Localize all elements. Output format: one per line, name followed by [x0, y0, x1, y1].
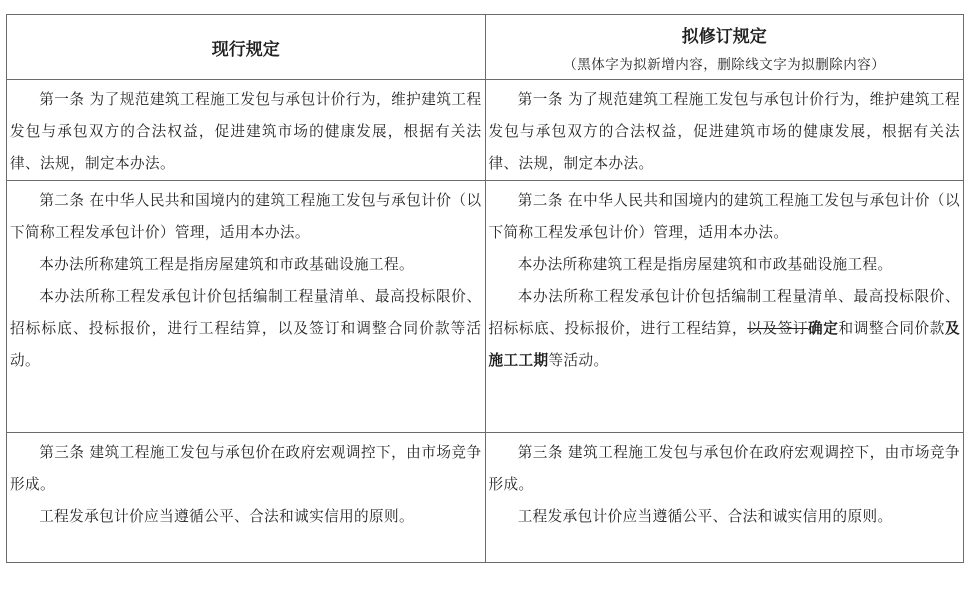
proposed-article-2 — [485, 181, 964, 433]
paragraph: 工程发承包计价应当遵循公平、合法和诚实信用的原则。 — [517, 508, 893, 525]
header-proposed-note: （黑体字为拟新增内容，删除线文字为拟删除内容） — [563, 56, 886, 73]
paragraph: 本办法所称建筑工程是指房屋建筑和市政基础设施工程。 — [39, 256, 415, 273]
header-proposed-title: 拟修订规定 — [681, 26, 767, 47]
paragraph: 本办法所称建筑工程是指房屋建筑和市政基础设施工程。 — [517, 256, 893, 273]
paragraph: 第一条 为了规范建筑工程施工发包与承包计价行为，维护建筑工程发包与承包双方的合法权益，促进建筑市场的健康发展，根据有关法律、法规，制定本办法。 — [10, 91, 482, 172]
paragraph: 第二条 在中华人民共和国境内的建筑工程施工发包与承包计价（以下简称工程发承包计价）管理，适用本办法。 — [488, 192, 960, 241]
paragraph: 第三条 建筑工程施工发包与承包价在政府宏观调控下，由市场竞争形成。 — [10, 444, 482, 493]
current-article-3 — [7, 433, 486, 563]
deleted-text: 以及签订 — [747, 320, 809, 337]
table-row — [7, 433, 964, 563]
paragraph: 第三条 建筑工程施工发包与承包价在政府宏观调控下，由市场竞争形成。 — [488, 444, 960, 493]
header-proposed — [485, 15, 964, 80]
paragraph: 第二条 在中华人民共和国境内的建筑工程施工发包与承包计价（以下简称工程发承包计价）管理，适用本办法。 — [10, 192, 482, 241]
text-segment: 等活动。 — [548, 352, 609, 369]
added-text: 及施工工期 — [488, 320, 960, 369]
text-segment: 和调整合同价款 — [838, 320, 945, 337]
header-current: 现行规定 — [7, 15, 486, 80]
table-row — [7, 181, 964, 433]
current-article-1 — [7, 80, 486, 181]
table-row — [7, 80, 964, 181]
comparison-table — [6, 14, 964, 563]
proposed-article-1 — [485, 80, 964, 181]
proposed-article-3 — [485, 433, 964, 563]
paragraph: 第一条 为了规范建筑工程施工发包与承包计价行为，维护建筑工程发包与承包双方的合法权益，促进建筑市场的健康发展，根据有关法律、法规，制定本办法。 — [488, 91, 960, 172]
text-segment: 本办法所称工程发承包计价包括编制工程量清单、最高投标限价、招标标底、投标报价，进行工程结算， — [488, 288, 960, 337]
paragraph: 本办法所称工程发承包计价包括编制工程量清单、最高投标限价、招标标底、投标报价，进行工程结算，以及签订和调整合同价款等活动。 — [10, 288, 482, 369]
added-text: 确定 — [808, 320, 839, 337]
current-article-2 — [7, 181, 486, 433]
paragraph: 工程发承包计价应当遵循公平、合法和诚实信用的原则。 — [39, 508, 415, 525]
paragraph-with-revisions — [489, 281, 961, 377]
header-row — [7, 15, 964, 80]
